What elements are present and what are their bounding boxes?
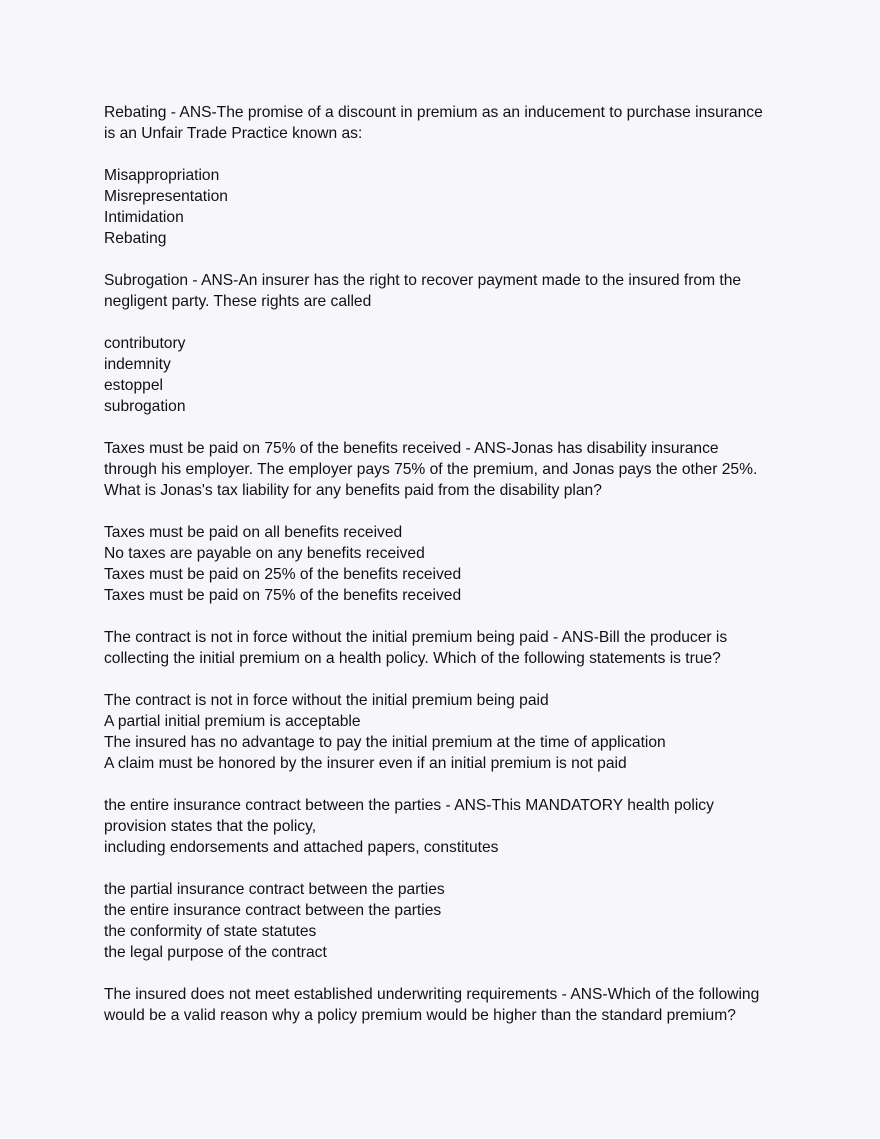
option-item: Rebating	[104, 230, 167, 247]
question-1	[104, 102, 794, 144]
question-text-line: through his employer. The employer pays 75% of the premium, and Jonas pays the other 25%.	[104, 461, 758, 478]
question-text-line: provision states that the policy,	[104, 818, 317, 835]
question-6	[104, 984, 794, 1026]
option-item: A partial initial premium is acceptable	[104, 713, 361, 730]
option-item: Intimidation	[104, 209, 184, 226]
option-item: the partial insurance contract between the parties	[104, 881, 445, 898]
option-item: Taxes must be paid on all benefits received	[104, 524, 403, 541]
options-5	[104, 879, 794, 963]
question-text-line: The contract is not in force without the initial premium being paid - ANS-Bill the producer is	[104, 629, 728, 646]
option-item: Taxes must be paid on 75% of the benefits received	[104, 587, 462, 604]
question-text-line: Rebating - ANS-The promise of a discount in premium as an inducement to purchase insurance	[104, 104, 763, 121]
option-item: the conformity of state statutes	[104, 923, 317, 940]
option-item: estoppel	[104, 377, 163, 394]
options-3	[104, 522, 794, 606]
question-3	[104, 438, 794, 501]
options-2	[104, 333, 794, 417]
question-text-line: The insured does not meet established underwriting requirements - ANS-Which of the following	[104, 986, 760, 1003]
document-page	[104, 102, 794, 1047]
option-item: subrogation	[104, 398, 186, 415]
option-item: Misrepresentation	[104, 188, 228, 205]
question-text-line: What is Jonas's tax liability for any benefits paid from the disability plan?	[104, 482, 602, 499]
option-item: Misappropriation	[104, 167, 220, 184]
option-item: the entire insurance contract between the parties	[104, 902, 442, 919]
question-text-line: Subrogation - ANS-An insurer has the right to recover payment made to the insured from the	[104, 272, 742, 289]
question-text-line: Taxes must be paid on 75% of the benefits received - ANS-Jonas has disability insurance	[104, 440, 719, 457]
option-item: A claim must be honored by the insurer even if an initial premium is not paid	[104, 755, 627, 772]
question-text-line: including endorsements and attached papers, constitutes	[104, 839, 499, 856]
option-item: contributory	[104, 335, 186, 352]
option-item: Taxes must be paid on 25% of the benefits received	[104, 566, 462, 583]
option-item: No taxes are payable on any benefits received	[104, 545, 425, 562]
option-item: The insured has no advantage to pay the initial premium at the time of application	[104, 734, 666, 751]
question-text-line: is an Unfair Trade Practice known as:	[104, 125, 363, 142]
question-4	[104, 627, 794, 669]
options-4	[104, 690, 794, 774]
question-2	[104, 270, 794, 312]
option-item: The contract is not in force without the initial premium being paid	[104, 692, 549, 709]
option-item: the legal purpose of the contract	[104, 944, 327, 961]
option-item: indemnity	[104, 356, 171, 373]
options-1	[104, 165, 794, 249]
question-text-line: the entire insurance contract between the parties - ANS-This MANDATORY health policy	[104, 797, 714, 814]
question-5	[104, 795, 794, 858]
question-text-line: negligent party. These rights are called	[104, 293, 372, 310]
question-text-line: would be a valid reason why a policy premium would be higher than the standard premium?	[104, 1007, 736, 1024]
question-text-line: collecting the initial premium on a health policy. Which of the following statements is true?	[104, 650, 721, 667]
